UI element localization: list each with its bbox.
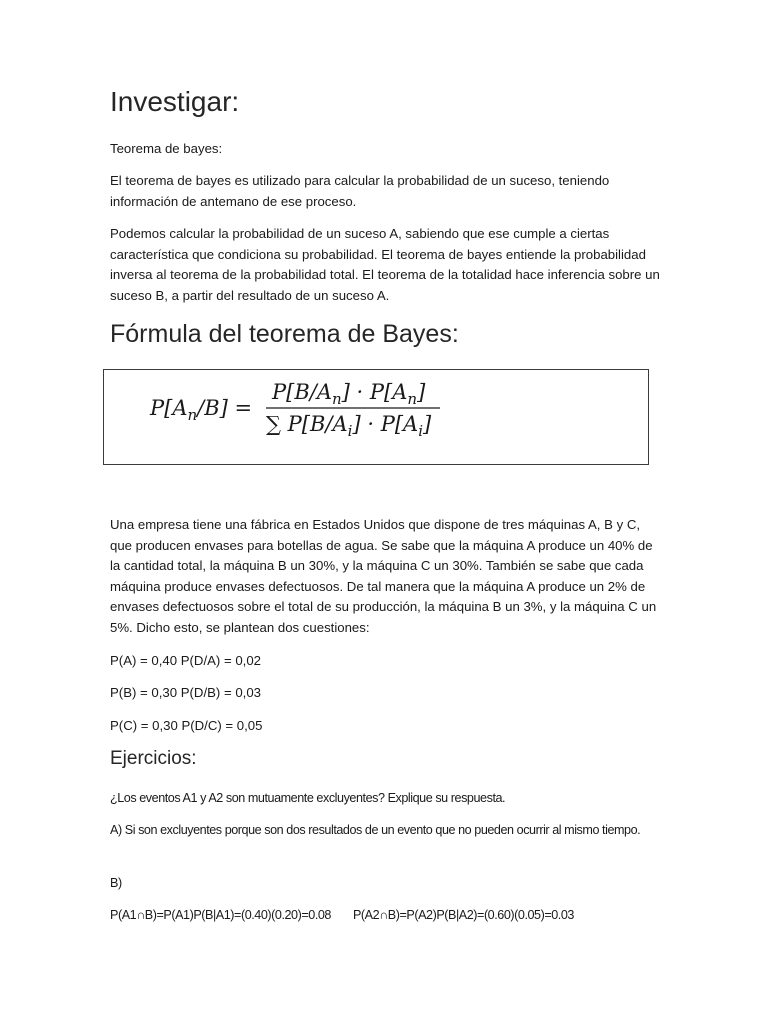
heading-investigar: Investigar: [110,86,240,117]
paragraph-problem: Una empresa tiene una fábrica en Estados Unidos que dispone de tres máquinas A, B y C, que producen envases para botellas de agua. Se sabe que la máquina A produce un 40% de la cantidad total, la máquina B un 30%, y la máquina C un 30%. También se sabe que cada máquina produce envases defectuosos. De tal manera que la máquina A produce un 2% de envases defectuosos sobre el total de su producción, la máquina B un 3%, y la máquina C un 5%. Dicho esto, se plantean dos cuestiones: [110,517,657,635]
subtitle-teorema-bayes: Teorema de bayes: [110,141,223,156]
formula-numerator: $P[B/A_n] \cdot P[A_n]$ [272,380,426,408]
calculation-2: P(A2∩B)=P(A2)P(B|A2)=(0.60)(0.05)=0.03 [352,908,574,922]
formula-lhs: $P[A_n/B]$ = [150,396,253,424]
probability-c: P(C) = 0,30 P(D/C) = 0,05 [110,718,263,733]
calculations-line [110,905,662,926]
probability-b: P(B) = 0,30 P(D/B) = 0,03 [110,685,261,700]
paragraph-intro: El teorema de bayes es utilizado para calcular la probabilidad de un suceso, teniendo información de antemano de ese proceso. [110,173,610,209]
formula-box [103,369,649,465]
heading-formula: Fórmula del teorema de Bayes: [110,320,459,348]
formula-denominator: ∑ $P[B/A_i] \cdot P[A_i]$ [266,412,432,440]
heading-ejercicios: Ejercicios: [110,748,197,769]
probability-a: P(A) = 0,40 P(D/A) = 0,02 [110,653,261,668]
answer-a: A) Si son excluyentes porque son dos resultados de un evento que no pueden ocurrir al mismo tiempo. [110,823,641,837]
answer-b-label: B) [110,876,122,890]
calculation-1: P(A1∩B)=P(A1)P(B|A1)=(0.40)(0.20)=0.08 [110,908,331,922]
bayes-formula [104,370,650,466]
question-1: ¿Los eventos A1 y A2 son mutuamente excluyentes? Explique su respuesta. [110,791,506,805]
paragraph-detail: Podemos calcular la probabilidad de un suceso A, sabiendo que ese cumple a ciertas característica que condiciona su probabilidad. El teorema de bayes entiende la probabilidad inversa al teorema de la probabilidad total. El teorema de la totalidad hace inferencia sobre un suceso B, a partir del resultado de un suceso A. [110,226,660,303]
